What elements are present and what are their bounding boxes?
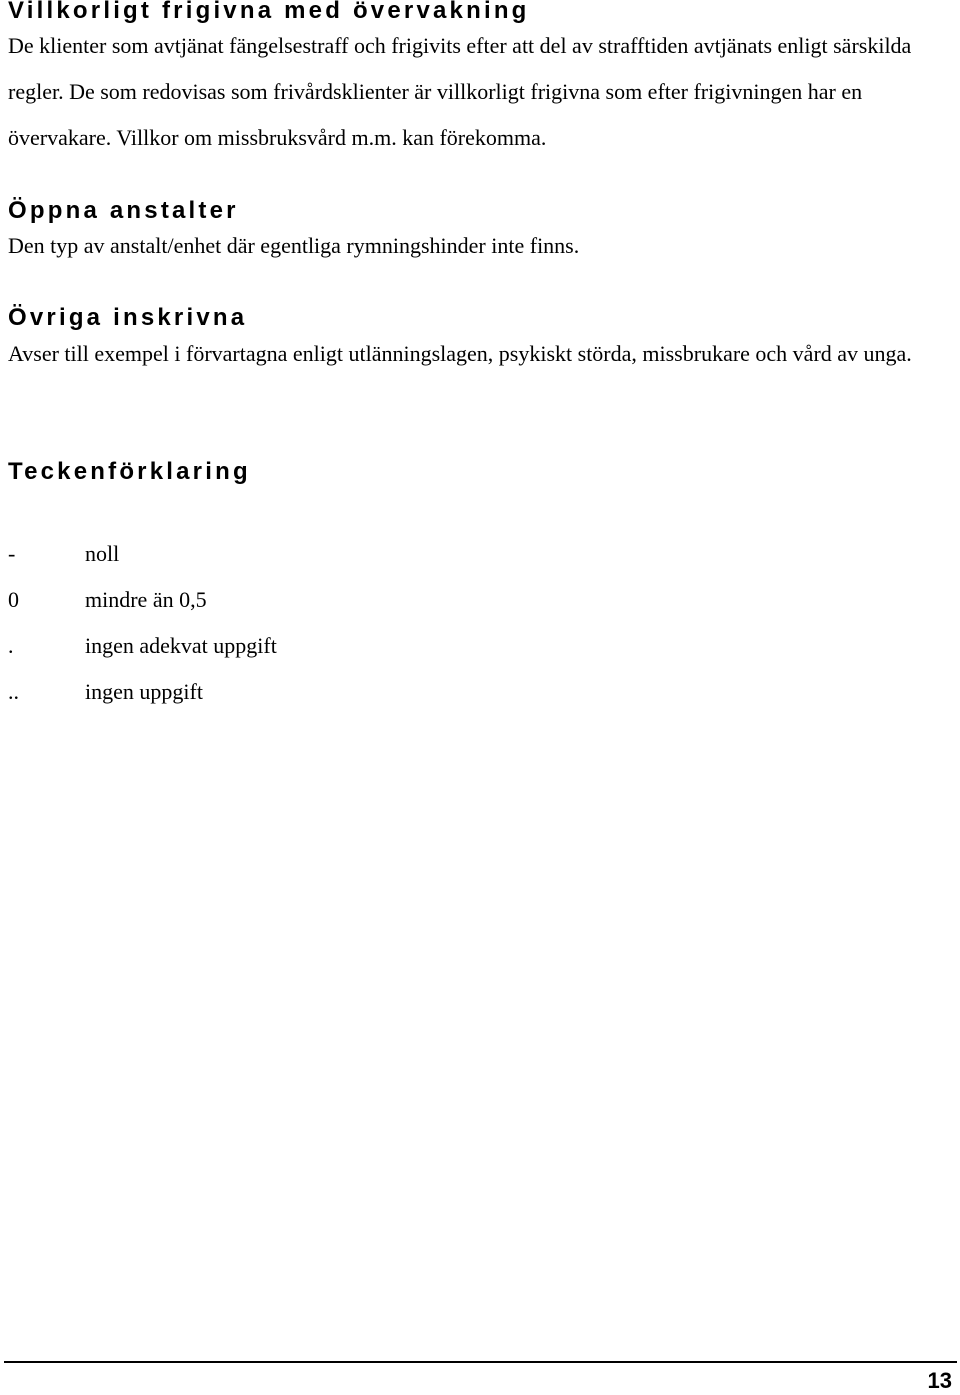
legend-symbol: 0 bbox=[8, 587, 19, 612]
section-heading-oppna-anstalter: Öppna anstalter bbox=[8, 197, 239, 224]
legend-description: ingen uppgift bbox=[85, 679, 203, 704]
legend-description: ingen adekvat uppgift bbox=[85, 633, 277, 658]
section-text-ovriga-inskrivna: Avser till exempel i förvartagna enligt utlänningslagen, psykiskt störda, missbrukare och vård av unga. bbox=[8, 341, 912, 366]
section-heading-villkorligt-frigivna: Villkorligt frigivna med övervakning bbox=[8, 0, 530, 24]
legend-symbol: .. bbox=[8, 679, 19, 704]
legend-description: mindre än 0,5 bbox=[85, 587, 207, 612]
section-heading-ovriga-inskrivna: Övriga inskrivna bbox=[8, 304, 248, 331]
legend-symbol: - bbox=[8, 541, 16, 566]
section-heading-teckenforklaring: Teckenförklaring bbox=[8, 458, 251, 485]
legend-symbol: . bbox=[8, 633, 14, 658]
section-text-villkorligt-frigivna: De klienter som avtjänat fängelsestraff och frigivits efter att del av strafftiden avtjänats enligt särskilda regler. De som redovisas som frivårdsklienter är villkorligt frigivna som efter frigivningen har en övervakare. Villkor om missbruksvård m.m. kan förekomma. bbox=[8, 33, 912, 150]
footer-rule bbox=[4, 1361, 957, 1363]
page-number: 13 bbox=[927, 1368, 952, 1393]
legend-description: noll bbox=[85, 541, 120, 566]
section-text-oppna-anstalter: Den typ av anstalt/enhet där egentliga rymningshinder inte finns. bbox=[8, 233, 580, 258]
